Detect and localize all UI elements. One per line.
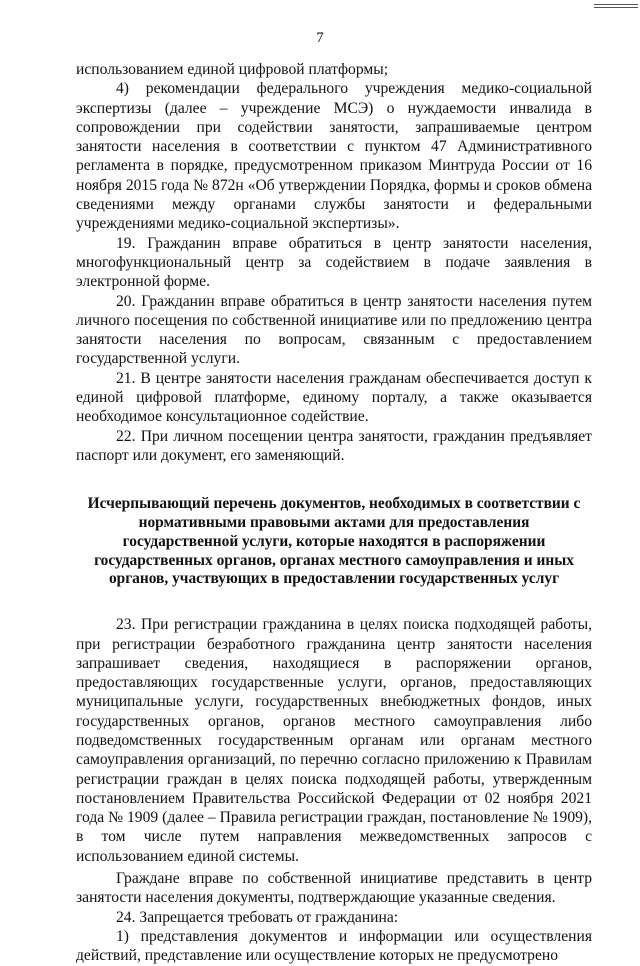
paragraph-item-4: 4) рекомендации федерального учреждения медико-социальной экспертизы (далее – учреждение МСЭ) о нуждаемости инвалида в сопровождении при содействии занятости, запрашиваемые центром занятости населения в соответствии с пунктом 47 Административного регламента в порядке, предусмотренном приказом Минтруда России от 16 ноября 2015 года № 872н «Об утверждении Порядка, формы и сроков обмена сведениями между органами службы занятости и федеральными учреждениями медико-социальной экспертизы». [76,80,592,233]
top-edge-mark [594,4,638,8]
section-heading: Исчерпывающий перечень документов, необходимых в соответствии с нормативными правовыми актами для предоставления государственной услуги, которые находятся в распоряжении государственных органов, органах местного самоуправления и иных органов, участвующих в предоставлении государственных услуг [87,495,581,588]
paragraph-22: 22. При личном посещении центра занятости, гражданин предъявляет паспорт или документ, его заменяющий. [76,427,592,464]
paragraph-19: 19. Гражданин вправе обратиться в центр занятости населения, многофункциональный центр за содействием в подаче заявления в электронной форме. [76,234,592,291]
paragraph-21: 21. В центре занятости населения гражданам обеспечивается доступ к единой цифровой платформе, единому порталу, а также оказывается необходимое консультационное содействие. [76,369,592,426]
document-body [76,60,592,966]
paragraph-continuation: использованием единой цифровой платформы; [76,61,389,78]
paragraph-23: 23. При регистрации гражданина в целях поиска подходящей работы, при регистрации безработного гражданина центр занятости населения запрашивает сведения, находящиеся в распоряжении органов, предоставляющих государственные услуги, органов, предоставляющих муниципальные услуги, государственных внебюджетных фондов, иных государственных органов, органов местного самоуправления либо подведомственных государственным органам или органам местного самоуправления организаций, по перечню согласно приложению к Правилам регистрации граждан в целях поиска подходящей работы, утвержденным постановлением Правительства Российской Федерации от 02 ноября 2021 года № 1909 (далее – Правила регистрации граждан, постановление № 1909), в том числе путем направления межведомственных запросов с использованием единой системы. [76,616,592,865]
paragraph-24-item-1: 1) представления документов и информации или осуществления действий, представление или осуществление которых не предусмотрено [76,927,592,965]
paragraph-citizens-right: Граждане вправе по собственной инициативе представить в центр занятости населения документы, подтверждающие указанные сведения. [76,870,592,907]
paragraph-20: 20. Гражданин вправе обратиться в центр занятости населения путем личного посещения по собственной инициативе или по предложению центра занятости населения по вопросам, связанным с предоставлением государственной услуги. [76,292,592,368]
paragraph-24: 24. Запрещается требовать от гражданина: [116,908,399,926]
page-number: 7 [316,30,324,46]
